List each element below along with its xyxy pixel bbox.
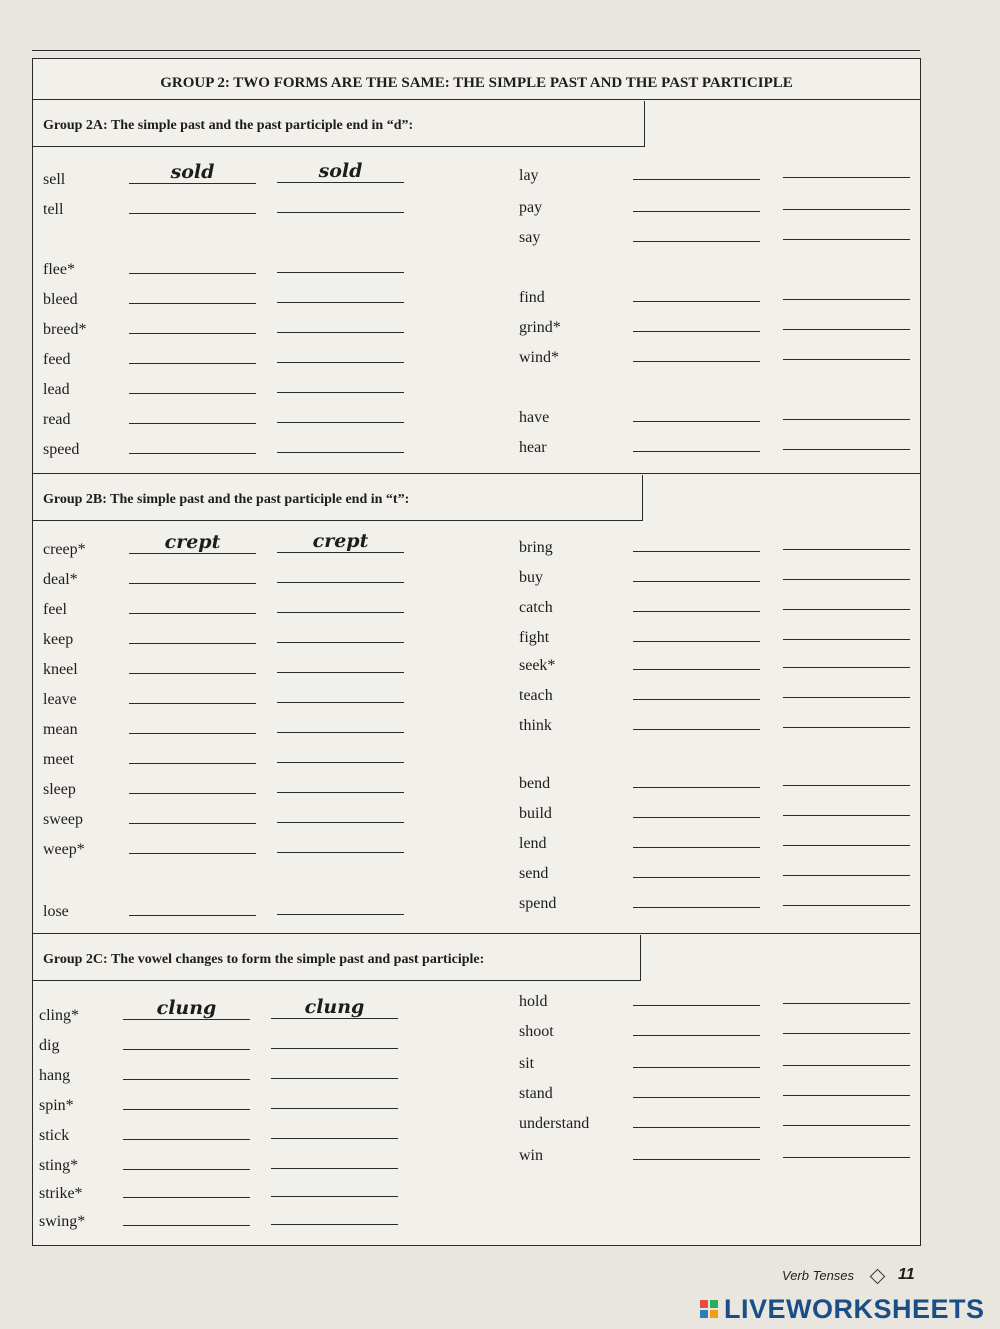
simple-past-blank[interactable] [129, 833, 256, 854]
verb-label: seek* [519, 657, 556, 674]
logo-grid-icon [700, 1300, 718, 1318]
simple-past-blank[interactable]: sold [129, 163, 256, 184]
verb-label: buy [519, 569, 543, 586]
past-participle-blank[interactable] [783, 429, 910, 450]
page-title: GROUP 2: TWO FORMS ARE THE SAME: THE SIMPLE PAST AND THE PAST PARTICIPLE [33, 59, 920, 100]
past-participle-blank[interactable] [277, 652, 404, 673]
simple-past-blank[interactable] [129, 803, 256, 824]
past-participle-blank[interactable] [783, 189, 910, 210]
simple-past-blank[interactable] [129, 403, 256, 424]
past-participle-blank[interactable] [277, 622, 404, 643]
verb-label: lose [43, 903, 69, 920]
simple-past-blank[interactable] [129, 623, 256, 644]
verb-label: spend [519, 895, 557, 912]
past-participle-blank[interactable] [277, 282, 404, 303]
simple-past-blank[interactable] [633, 649, 760, 670]
footer-label: Verb Tenses [782, 1268, 855, 1283]
verb-label: bend [519, 775, 551, 792]
simple-past-blank[interactable] [129, 373, 256, 394]
verb-label: catch [519, 599, 553, 616]
simple-past-blank[interactable] [633, 857, 760, 878]
past-participle-blank[interactable] [783, 219, 910, 240]
simple-past-blank[interactable] [633, 431, 760, 452]
past-participle-blank[interactable] [783, 1013, 910, 1034]
past-participle-blank[interactable] [277, 372, 404, 393]
simple-past-blank[interactable] [123, 1059, 250, 1080]
top-rule [32, 50, 920, 51]
past-participle-blank[interactable] [277, 402, 404, 423]
simple-past-blank[interactable] [123, 1149, 250, 1170]
page-number: 11 [898, 1266, 915, 1283]
past-participle-blank[interactable] [783, 1045, 910, 1066]
past-participle-blank[interactable] [277, 682, 404, 703]
past-participle-blank[interactable] [783, 529, 910, 550]
verb-label: strike* [39, 1185, 83, 1202]
verb-label: win [519, 1147, 543, 1164]
past-participle-blank[interactable] [783, 589, 910, 610]
simple-past-blank[interactable] [129, 895, 256, 916]
past-participle-blank[interactable] [783, 983, 910, 1004]
verb-label: teach [519, 687, 553, 704]
past-participle-blank[interactable] [783, 309, 910, 330]
verb-label: lead [43, 381, 70, 398]
divider-2a-2b [33, 473, 920, 474]
past-participle-blank[interactable] [271, 1088, 398, 1109]
verb-label: have [519, 409, 550, 426]
verb-label: dig [39, 1037, 60, 1054]
simple-past-blank[interactable] [633, 281, 760, 302]
past-participle-blank[interactable] [277, 192, 404, 213]
simple-past-blank[interactable] [633, 191, 760, 212]
past-participle-blank[interactable] [277, 712, 404, 733]
simple-past-blank[interactable] [633, 621, 760, 642]
simple-past-blank[interactable] [129, 683, 256, 704]
simple-past-blank[interactable] [633, 767, 760, 788]
past-participle-blank[interactable] [783, 1105, 910, 1126]
verb-label: sit [519, 1055, 535, 1072]
past-participle-blank[interactable] [271, 1148, 398, 1169]
simple-past-blank[interactable] [633, 1015, 760, 1036]
verb-label: grind* [519, 319, 561, 336]
verb-label: bring [519, 539, 553, 556]
simple-past-blank[interactable] [129, 313, 256, 334]
simple-past-blank[interactable] [633, 591, 760, 612]
simple-past-blank[interactable] [129, 593, 256, 614]
simple-past-blank[interactable] [129, 193, 256, 214]
simple-past-blank[interactable] [129, 253, 256, 274]
past-participle-blank[interactable] [783, 647, 910, 668]
simple-past-blank[interactable] [123, 1029, 250, 1050]
past-participle-blank[interactable] [277, 772, 404, 793]
simple-past-blank[interactable] [129, 563, 256, 584]
verb-label: pay [519, 199, 543, 216]
past-participle-blank[interactable] [277, 742, 404, 763]
verb-label: weep* [43, 841, 85, 858]
verb-label: sell [43, 171, 66, 188]
simple-past-blank[interactable] [129, 653, 256, 674]
verb-label: say [519, 229, 541, 246]
simple-past-blank[interactable] [633, 1107, 760, 1128]
past-participle-blank[interactable] [277, 562, 404, 583]
verb-label: find [519, 289, 545, 306]
verb-label: breed* [43, 321, 87, 338]
verb-label: feed [43, 351, 71, 368]
verb-label: mean [43, 721, 78, 738]
past-participle-blank[interactable] [783, 677, 910, 698]
verb-label: creep* [43, 541, 86, 558]
past-participle-blank[interactable] [277, 312, 404, 333]
past-participle-blank[interactable] [271, 1058, 398, 1079]
verb-label: sweep [43, 811, 83, 828]
simple-past-blank[interactable] [633, 341, 760, 362]
past-participle-blank[interactable] [783, 855, 910, 876]
past-participle-blank[interactable]: sold [277, 162, 404, 183]
simple-past-blank[interactable] [129, 433, 256, 454]
verb-label: speed [43, 441, 80, 458]
verb-label: meet [43, 751, 75, 768]
past-participle-blank[interactable] [277, 592, 404, 613]
verb-label: stick [39, 1127, 70, 1144]
simple-past-blank[interactable] [633, 827, 760, 848]
simple-past-blank[interactable] [633, 401, 760, 422]
verb-label: read [43, 411, 71, 428]
past-participle-blank[interactable] [783, 399, 910, 420]
verb-label: feel [43, 601, 67, 618]
past-participle-blank[interactable] [277, 432, 404, 453]
simple-past-blank[interactable] [633, 531, 760, 552]
verb-label: leave [43, 691, 77, 708]
verb-label: fight [519, 629, 550, 646]
past-participle-blank[interactable] [783, 619, 910, 640]
group-2c-heading: Group 2C: The vowel changes to form the simple past and past participle: [33, 935, 641, 981]
past-participle-blank[interactable] [783, 157, 910, 178]
simple-past-blank[interactable] [129, 283, 256, 304]
simple-past-blank[interactable] [123, 1089, 250, 1110]
verb-label: bleed [43, 291, 78, 308]
verb-label: send [519, 865, 549, 882]
past-participle-blank[interactable] [783, 279, 910, 300]
simple-past-blank[interactable] [633, 797, 760, 818]
past-participle-blank[interactable] [277, 832, 404, 853]
verb-label: understand [519, 1115, 590, 1132]
past-participle-blank[interactable] [783, 795, 910, 816]
verb-label: swing* [39, 1213, 86, 1230]
simple-past-blank[interactable] [129, 713, 256, 734]
verb-label: hear [519, 439, 547, 456]
simple-past-blank[interactable] [633, 221, 760, 242]
simple-past-blank[interactable] [633, 159, 760, 180]
divider-2b-2c [33, 933, 920, 934]
verb-label: keep [43, 631, 74, 648]
simple-past-blank[interactable] [633, 1077, 760, 1098]
simple-past-blank[interactable] [633, 709, 760, 730]
group-2b-heading: Group 2B: The simple past and the past participle end in “t”: [33, 475, 643, 521]
simple-past-blank[interactable] [633, 311, 760, 332]
verb-label: flee* [43, 261, 75, 278]
diamond-icon [870, 1269, 886, 1285]
verb-label: build [519, 805, 552, 822]
verb-label: spin* [39, 1097, 74, 1114]
simple-past-blank[interactable] [633, 1139, 760, 1160]
simple-past-blank[interactable] [633, 985, 760, 1006]
verb-label: lay [519, 167, 539, 184]
past-participle-blank[interactable] [271, 1204, 398, 1225]
brand-text: LIVEWORKSHEETS [724, 1293, 985, 1324]
verb-label: hang [39, 1067, 71, 1084]
past-participle-blank[interactable]: clung [271, 998, 398, 1019]
simple-past-blank[interactable] [633, 1047, 760, 1068]
verb-label: tell [43, 201, 64, 218]
past-participle-blank[interactable] [277, 342, 404, 363]
past-participle-blank[interactable]: crept [277, 532, 404, 553]
past-participle-blank[interactable] [271, 1028, 398, 1049]
verb-label: deal* [43, 571, 78, 588]
past-participle-blank[interactable] [783, 339, 910, 360]
past-participle-blank[interactable] [783, 1075, 910, 1096]
worksheet [32, 58, 921, 1246]
group-2a-heading: Group 2A: The simple past and the past participle end in “d”: [33, 101, 645, 147]
simple-past-blank[interactable] [123, 1119, 250, 1140]
verb-label: cling* [39, 1007, 79, 1024]
simple-past-blank[interactable] [123, 1205, 250, 1226]
past-participle-blank[interactable] [277, 802, 404, 823]
past-participle-blank[interactable] [783, 707, 910, 728]
verb-label: think [519, 717, 552, 734]
past-participle-blank[interactable] [277, 894, 404, 915]
simple-past-blank[interactable] [633, 561, 760, 582]
past-participle-blank[interactable] [277, 252, 404, 273]
simple-past-blank[interactable]: clung [123, 999, 250, 1020]
past-participle-blank[interactable] [783, 559, 910, 580]
simple-past-blank[interactable] [129, 743, 256, 764]
simple-past-blank[interactable] [123, 1177, 250, 1198]
verb-label: sting* [39, 1157, 79, 1174]
simple-past-blank[interactable] [633, 679, 760, 700]
liveworksheets-logo [700, 1294, 985, 1324]
verb-label: stand [519, 1085, 553, 1102]
past-participle-blank[interactable] [783, 765, 910, 786]
past-participle-blank[interactable] [271, 1118, 398, 1139]
simple-past-blank[interactable]: crept [129, 533, 256, 554]
past-participle-blank[interactable] [783, 825, 910, 846]
past-participle-blank[interactable] [271, 1176, 398, 1197]
simple-past-blank[interactable] [129, 343, 256, 364]
past-participle-blank[interactable] [783, 885, 910, 906]
verb-label: lend [519, 835, 547, 852]
verb-label: shoot [519, 1023, 554, 1040]
verb-label: hold [519, 993, 548, 1010]
past-participle-blank[interactable] [783, 1137, 910, 1158]
simple-past-blank[interactable] [633, 887, 760, 908]
simple-past-blank[interactable] [129, 773, 256, 794]
verb-label: sleep [43, 781, 76, 798]
verb-label: kneel [43, 661, 78, 678]
verb-label: wind* [519, 349, 559, 366]
